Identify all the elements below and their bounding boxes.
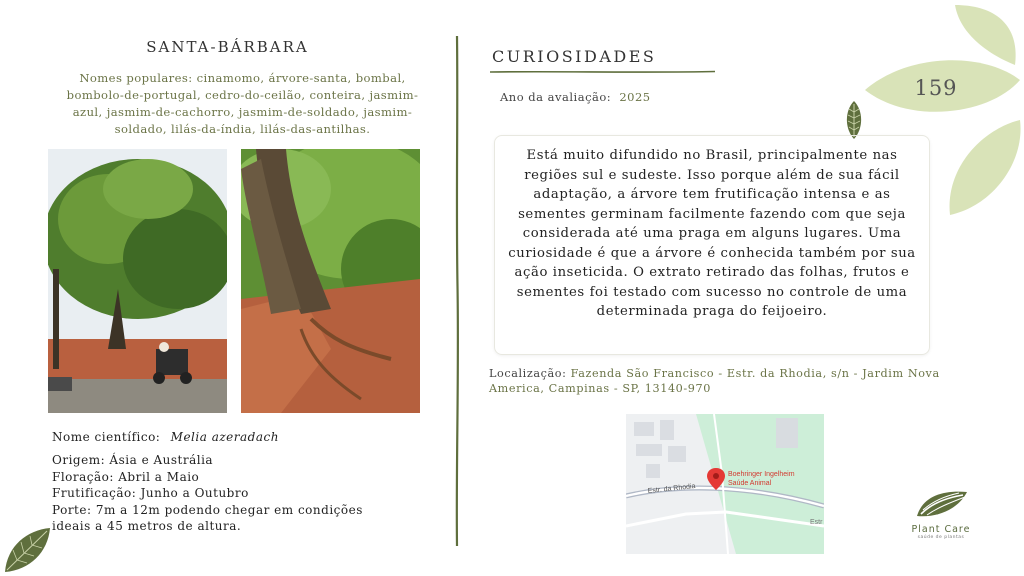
location-label: Localização: <box>489 367 567 380</box>
evaluation-year-value: 2025 <box>619 90 651 104</box>
curiosities-title: CURIOSIDADES <box>492 47 657 66</box>
tree-photo-1 <box>48 149 227 413</box>
map-place-line-1: Boehringer Ingelheim <box>728 471 795 478</box>
evaluation-year <box>500 90 651 104</box>
fruiting: Frutificação: Junho a Outubro <box>52 486 249 500</box>
brand-logo <box>898 488 984 540</box>
popular-names-list: cinamomo, árvore-santa, bombal, bombolo-de-portugal, cedro-do-ceilão, conteira, jasmim-azul, jasmim-de-cachorro, jasmim-de-soldado, jasmim-soldado, lilás-da-índia, lilás-das-antilhas. <box>66 71 419 136</box>
flowering: Floração: Abril a Maio <box>52 469 200 484</box>
title-underline <box>490 70 715 74</box>
leaf-icon <box>843 100 865 140</box>
location-value: Fazenda São Francisco - Estr. da Rhodia, s/n - Jardim Nova America, Campinas - SP, 13140-970 <box>489 367 940 395</box>
scientific-name: Melia azeradach <box>170 430 279 444</box>
size-line-1: Porte: 7m a 12m podendo chegar em condições <box>52 502 363 517</box>
origin: Origem: Ásia e Austrália <box>52 453 214 467</box>
plant-facts <box>52 452 397 535</box>
leaf-icon <box>2 526 52 574</box>
brand-leaf-icon <box>913 488 969 518</box>
curiosities-box <box>494 135 930 355</box>
brand-name: Plant Care <box>911 524 971 535</box>
scientific-name-label: Nome científico: <box>52 430 161 444</box>
page-number: 159 <box>914 76 958 100</box>
map-place-line-2: Saúde Animal <box>728 480 772 487</box>
curiosities-text: Está muito difundido no Brasil, principalmente nas regiões sul e sudeste. Isso porque além de sua fácil adaptação, a árvore tem frutificação intensa e as sementes germinam facilmente fazendo com que seja considerada até uma praga em alguns lugares. Uma curiosidade é que a árvore é conhecida também por sua ação inseticida. O extrato retirado das folhas, frutos e sementes foi testado com sucesso no controle de uma determinada praga do feijoeiro. <box>508 148 916 319</box>
plant-title: SANTA-BÁRBARA <box>146 38 309 56</box>
popular-names <box>55 70 430 138</box>
map-road-label: Estr. da Rhodia <box>647 483 696 495</box>
scientific-name-row <box>52 430 279 444</box>
location <box>489 366 989 396</box>
brand-tagline: saúde de plantas <box>917 535 965 540</box>
location-map[interactable] <box>626 414 824 554</box>
evaluation-year-label: Ano da avaliação: <box>500 90 612 104</box>
size-line-2: ideais a 45 metros de altura. <box>52 519 242 533</box>
tree-photo-2 <box>241 149 420 413</box>
map-road-label-2: Estr <box>810 519 823 526</box>
column-divider <box>452 36 462 546</box>
popular-names-label: Nomes populares: <box>79 71 193 85</box>
